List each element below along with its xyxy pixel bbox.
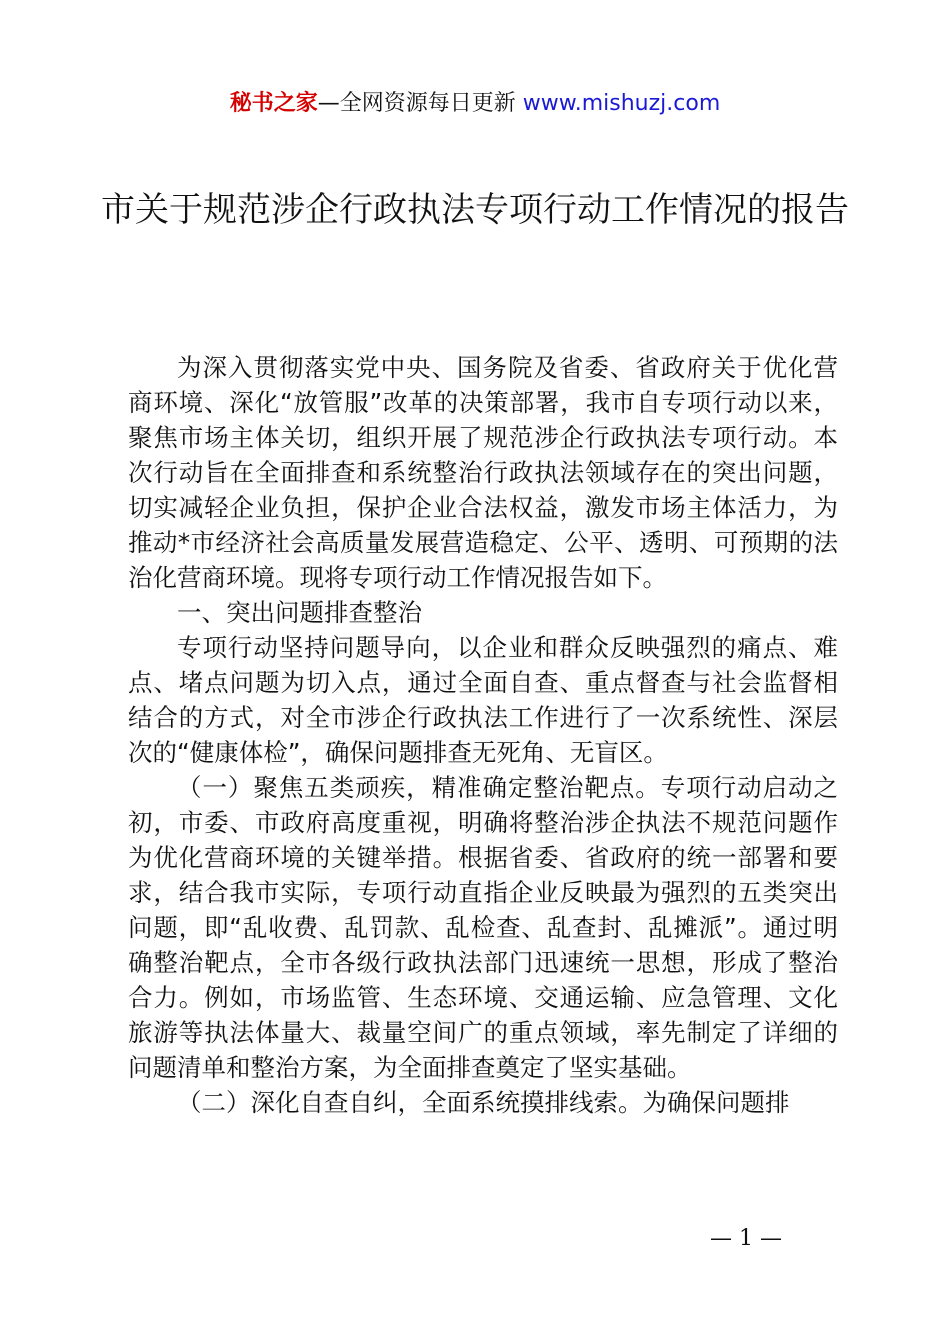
document-title: 市关于规范涉企行政执法专项行动工作情况的报告 (101, 190, 849, 230)
site-tagline: —全网资源每日更新 (317, 91, 516, 116)
document-body (128, 350, 838, 1120)
site-url-link[interactable]: www.mishuzj.com (522, 91, 721, 116)
page-number: — 1 — (710, 1226, 782, 1251)
site-header (0, 88, 950, 120)
paragraph-subsection-1: （一）聚焦五类顽疾，精准确定整治靶点。专项行动启动之初，市委、市政府高度重视，明确将整治涉企执法不规范问题作为优化营商环境的关键举措。根据省委、省政府的统一部署和要求，结合我市实际，专项行动直指企业反映最为强烈的五类突出问题，即“乱收费、乱罚款、乱检查、乱查封、乱摊派”。通过明确整治靶点，全市各级行政执法部门迅速统一思想，形成了整治合力。例如，市场监管、生态环境、交通运输、应急管理、文化旅游等执法体量大、裁量空间广的重点领域，率先制定了详细的问题清单和整治方案，为全面排查奠定了坚实基础。 (128, 773, 838, 1082)
paragraph-intro: 为深入贯彻落实党中央、国务院及省委、省政府关于优化营商环境、深化“放管服”改革的决策部署，我市自专项行动以来，聚焦市场主体关切，组织开展了规范涉企行政执法专项行动。本次行动旨在全面排查和系统整治行政执法领域存在的突出问题，切实减轻企业负担，保护企业合法权益，激发市场主体活力，为推动*市经济社会高质量发展营造稳定、公平、透明、可预期的法治化营商环境。现将专项行动工作情况报告如下。 (128, 353, 838, 592)
paragraph-section-1: 专项行动坚持问题导向，以企业和群众反映强烈的痛点、难点、堵点问题为切入点，通过全面自查、重点督查与社会监督相结合的方式，对全市涉企行政执法工作进行了一次系统性、深层次的“健康体检”，确保问题排查无死角、无盲区。 (128, 633, 838, 767)
paragraph-subsection-2: （二）深化自查自纠，全面系统摸排线索。为确保问题排 (177, 1088, 790, 1117)
site-name: 秘书之家 (229, 91, 318, 116)
section-heading-1: 一、突出问题排查整治 (177, 598, 422, 627)
